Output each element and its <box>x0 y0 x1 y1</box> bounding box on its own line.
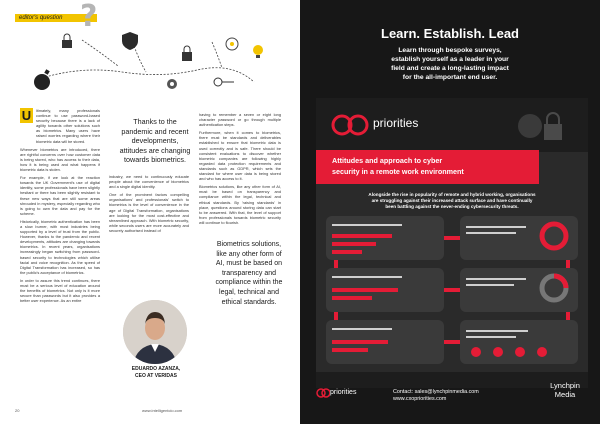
report-title-bar <box>316 150 539 184</box>
lynchpin-media-logo <box>545 381 585 399</box>
ad-headline: Learn. Establish. Lead <box>381 26 519 41</box>
portrait-photo <box>123 300 187 364</box>
report-title-line: Attitudes and approach to cyber <box>332 156 443 165</box>
ad-subheadline <box>300 46 600 82</box>
target-icon <box>226 38 238 50</box>
question-mark-graphic: ? <box>80 0 98 34</box>
contact-website[interactable]: www.cxopriorities.com <box>393 396 447 402</box>
key-icon <box>214 78 234 86</box>
paragraph: For example, if we look at the reaction towards the UK Government's use of digital identity, some professionals have been slightly hesitant or there has been slightly resistant to these new ways that are still some areas shrouded in mystery, especially regarding who is going to own the data and pay for the scheme. <box>20 175 100 216</box>
pull-quote-1: Thanks to the pandemic and recent developments, attitudes are changing towards biometrics. <box>119 117 191 165</box>
paragraph: having to remember a seven or eight long character password or go through multiple authentication steps. <box>199 112 281 128</box>
photo-caption <box>110 366 202 379</box>
section-tag-label: editor's question <box>19 15 63 21</box>
infographic <box>316 214 588 370</box>
page-number: 20 <box>15 408 20 413</box>
contact-info <box>393 389 479 403</box>
contact-email[interactable]: Contact: sales@lynchpinmedia.com <box>393 389 479 395</box>
paragraph: industry, we need to continuously educate people about the convenience of biometrics and a single digital identity. <box>109 174 189 190</box>
drop-cap: U <box>21 108 32 123</box>
paragraph: In order to assure this trend continues, there must be a serious level of education around the benefits of biometrics. Not only is it more secure than passwords but it also provides a better user experience. As an entire <box>20 277 100 304</box>
priorities-small-logo: priorities <box>330 389 357 396</box>
report-sub-line: been battling against the never-ending cybersecurity threats. <box>385 204 519 210</box>
ad-sub-line: for the all-important end user. <box>402 74 498 81</box>
paragraph: Biometrics solutions, like any other form of AI, must be based on transparency and compliance within the legal, technical and ethical standards. By 'raising standards' in place, questions around storing data can start to be answered. With that, the level of support from professionals towards biometric security will continue to flourish. <box>199 184 281 225</box>
report-subheading <box>316 192 588 211</box>
bomb-chain-illustration <box>22 22 272 102</box>
paragraph: ltimately, many professionals continue to use password-based security because there is a lack of agility towards other solutions such as biometrics. Many users have raised worries regarding where their biometric data will be stored. <box>36 108 100 144</box>
ad-sub-line: Learn through bespoke surveys, <box>398 47 502 54</box>
caption-role: CEO AT VERIDAS <box>135 372 177 379</box>
lock-icon <box>62 34 72 48</box>
paragraph: Whenever biometrics are introduced, there are rightful concerns over how customer data is being stored, who has access to their data, how it is being used and what happens if biometric data is stolen. <box>20 146 100 173</box>
ad-sub-line: field and create a long-lasting impact <box>391 65 509 72</box>
article-column-1 <box>20 108 100 306</box>
hacker-lock-icon <box>500 104 580 150</box>
article-column-3 <box>199 112 281 228</box>
gear-icon <box>167 79 177 89</box>
lightbulb-icon <box>253 45 263 58</box>
cxo-small-logo-icon <box>316 386 330 400</box>
report-sub-line: Alongside the rise in popularity of remote and hybrid working, organisations <box>368 192 536 197</box>
bomb-icon <box>34 69 50 90</box>
website-footer: www.intelligentcio.com <box>142 408 183 413</box>
caption-name: EDUARDO AZANZA, <box>131 366 181 372</box>
shield-icon <box>122 32 138 50</box>
padlock-icon <box>182 46 192 61</box>
priorities-logo-text: priorities <box>373 116 419 130</box>
report-sub-line: are struggling against their increased attack surface and have continually <box>371 198 533 204</box>
ad-sub-line: establish yourself as a leader in your <box>391 56 509 63</box>
pull-quote-2: Biometrics solutions, like any other form of AI, must be based on transparency and compliance within the legal, technical and ethical standards. <box>215 241 283 306</box>
paragraph: Historically, biometric authentication has been a slow burner, with most industries being supported by a level of trust from the public. However, thanks to the pandemic and recent developments, attitudes are changing towards biometrics. In recent years, organisations increasingly began switching from password-based security to technologies which utilise facial and voice recognition. As the speed of Digital Transformation has increased, so has the public's acceptance of biometrics. <box>20 218 100 275</box>
lynchpin-word: Lynchpin <box>550 381 580 390</box>
report-title-line: security in a remote work environment <box>332 167 464 176</box>
paragraph: Furthermore, when it comes to biometrics, there must be standards and deliverables established to ensure that biometric data is used correctly and is safe. There should be consistent evaluations to discover whether biometric companies are following highly regarded data protection requirements and standards such as GDPR, which sets the standard for where user data is being stored and who has access to it. <box>199 130 281 182</box>
media-word: Media <box>554 390 576 399</box>
paragraph: One of the prominent factors compelling organisations' and professionals' switch to biometrics is the level of convenience in the age of Digital Transformation, organisations are looking for the most cost-effective and streamlined approach. With biometric security, while seconds users are more accurately and securely authorised instead of <box>109 192 189 233</box>
